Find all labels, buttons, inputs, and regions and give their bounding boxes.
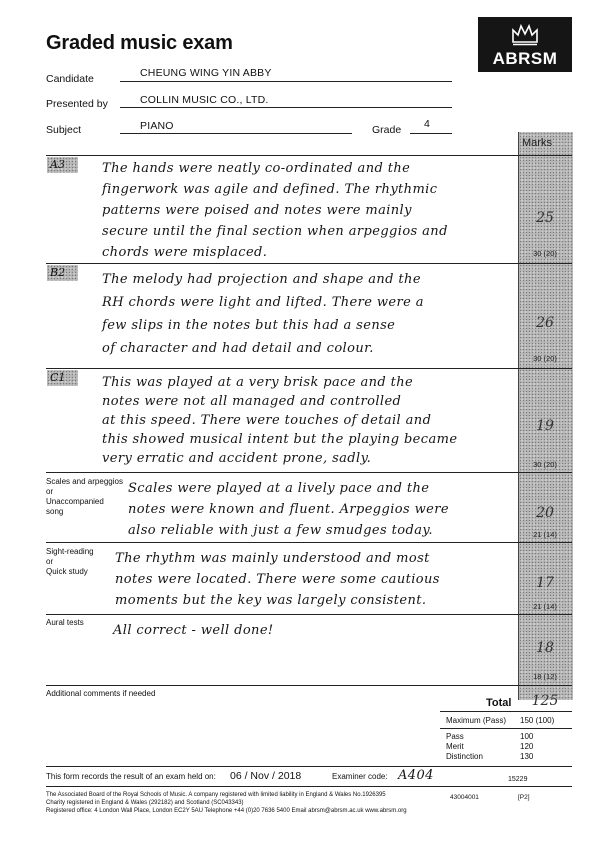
section-divider bbox=[46, 685, 572, 686]
examiner-code-value: A404 bbox=[398, 768, 434, 783]
aural-tests-comment: All correct - well done! bbox=[113, 623, 274, 638]
candidate-line bbox=[120, 81, 452, 82]
section-3-max: 30 (20) bbox=[533, 460, 557, 469]
exam-record-text: This form records the result of an exam held on: bbox=[46, 772, 216, 781]
examiner-code-label: Examiner code: bbox=[332, 772, 388, 781]
footer-legal: The Associated Board of the Royal Schools of Music. A company registered with limited liability in England & Wales No.1926395 Charity registered in England & Wales (292182) and Scotland (SC043343) Registered office: 4 London Wall Place, London EC2Y 5AU Telephone +44 (0)20 7636 5400 Email abrsm@abrsm.ac.uk www.abrsm.org bbox=[46, 792, 407, 814]
total-label: Total bbox=[486, 697, 512, 709]
crown-icon bbox=[510, 22, 540, 46]
subject-value: PIANO bbox=[140, 120, 174, 132]
section-1-comment: The hands were neatly co-ordinated and the fingerwork was agile and defined. The rhythmic patterns were poised and notes were mainly secure until the final section when arpeggios and chords were misplaced. bbox=[102, 161, 448, 260]
distinction-value: 130 bbox=[520, 752, 534, 761]
pass-label: Pass bbox=[446, 732, 464, 741]
section-divider bbox=[46, 614, 572, 615]
section-divider bbox=[46, 472, 572, 473]
sight-reading-label: Sight-reading or Quick study bbox=[46, 547, 94, 576]
abrsm-logo bbox=[478, 17, 572, 72]
section-divider bbox=[46, 263, 572, 264]
total-divider bbox=[440, 711, 572, 712]
section-tag: A3 bbox=[47, 157, 78, 173]
section-3-comment: This was played at a very brisk pace and the notes were not all managed and controlled at this speed. There were touches of detail and this showed musical intent but the playing became very erratic and accident prone, sadly. bbox=[102, 375, 458, 466]
page-title: Graded music exam bbox=[46, 32, 233, 54]
merit-value: 120 bbox=[520, 742, 534, 751]
scales-label: Scales and arpeggios or Unaccompanied song bbox=[46, 477, 123, 516]
section-divider bbox=[46, 542, 572, 543]
record-divider-top bbox=[46, 766, 572, 767]
section-1-mark: 25 bbox=[536, 210, 554, 226]
aural-tests-label: Aural tests bbox=[46, 618, 84, 627]
form-number: 43004001 bbox=[450, 794, 479, 801]
section-tag: C1 bbox=[47, 370, 78, 386]
section-2-comment: The melody had projection and shape and the RH chords were light and lifted. There were a few slips in the notes but this had a sense of character and had detail and colour. bbox=[102, 272, 424, 356]
section-divider bbox=[46, 368, 572, 369]
total-value: 125 bbox=[531, 693, 559, 709]
grade-label: Grade bbox=[372, 124, 402, 136]
maximum-value: 150 (100) bbox=[520, 716, 555, 725]
scales-mark: 20 bbox=[536, 505, 554, 521]
aural-tests-mark: 18 bbox=[536, 640, 554, 656]
scales-comment: Scales were played at a lively pace and the notes were known and fluent. Arpeggios were also reliable with just a few smudges today. bbox=[128, 481, 449, 538]
presented-by-value: COLLIN MUSIC CO., LTD. bbox=[140, 94, 269, 106]
scales-max: 21 (14) bbox=[533, 530, 557, 539]
code-right: 15229 bbox=[508, 776, 528, 783]
pass-value: 100 bbox=[520, 732, 534, 741]
additional-comments-label: Additional comments if needed bbox=[46, 689, 156, 698]
maximum-divider bbox=[440, 728, 572, 729]
section-divider bbox=[46, 155, 572, 156]
section-2-mark: 26 bbox=[536, 315, 554, 331]
subject-label: Subject bbox=[46, 124, 82, 136]
distinction-label: Distinction bbox=[446, 752, 483, 761]
candidate-value: CHEUNG WING YIN ABBY bbox=[140, 67, 272, 79]
grade-line bbox=[410, 133, 452, 134]
sight-reading-comment: The rhythm was mainly understood and most notes were located. There were some cautious moments but the key was largely consistent. bbox=[115, 551, 440, 608]
presented-by-line bbox=[120, 107, 452, 108]
marks-header: Marks bbox=[522, 137, 552, 149]
maximum-label: Maximum (Pass) bbox=[446, 716, 507, 725]
grade-value: 4 bbox=[424, 118, 431, 130]
record-divider-bottom bbox=[46, 786, 572, 787]
page-code: [P2] bbox=[518, 794, 530, 801]
merit-label: Merit bbox=[446, 742, 464, 751]
section-1-max: 30 (20) bbox=[533, 249, 557, 258]
candidate-label: Candidate bbox=[46, 73, 94, 85]
presented-by-label: Presented by bbox=[46, 98, 108, 110]
sight-reading-mark: 17 bbox=[536, 575, 554, 591]
section-3-mark: 19 bbox=[536, 418, 554, 434]
brand-name: ABRSM bbox=[492, 49, 558, 68]
exam-date: 06 / Nov / 2018 bbox=[230, 770, 302, 782]
aural-tests-max: 18 (12) bbox=[533, 672, 557, 681]
section-tag: B2 bbox=[47, 265, 78, 281]
subject-line bbox=[120, 133, 352, 134]
sight-reading-max: 21 (14) bbox=[533, 602, 557, 611]
section-2-max: 30 (20) bbox=[533, 354, 557, 363]
